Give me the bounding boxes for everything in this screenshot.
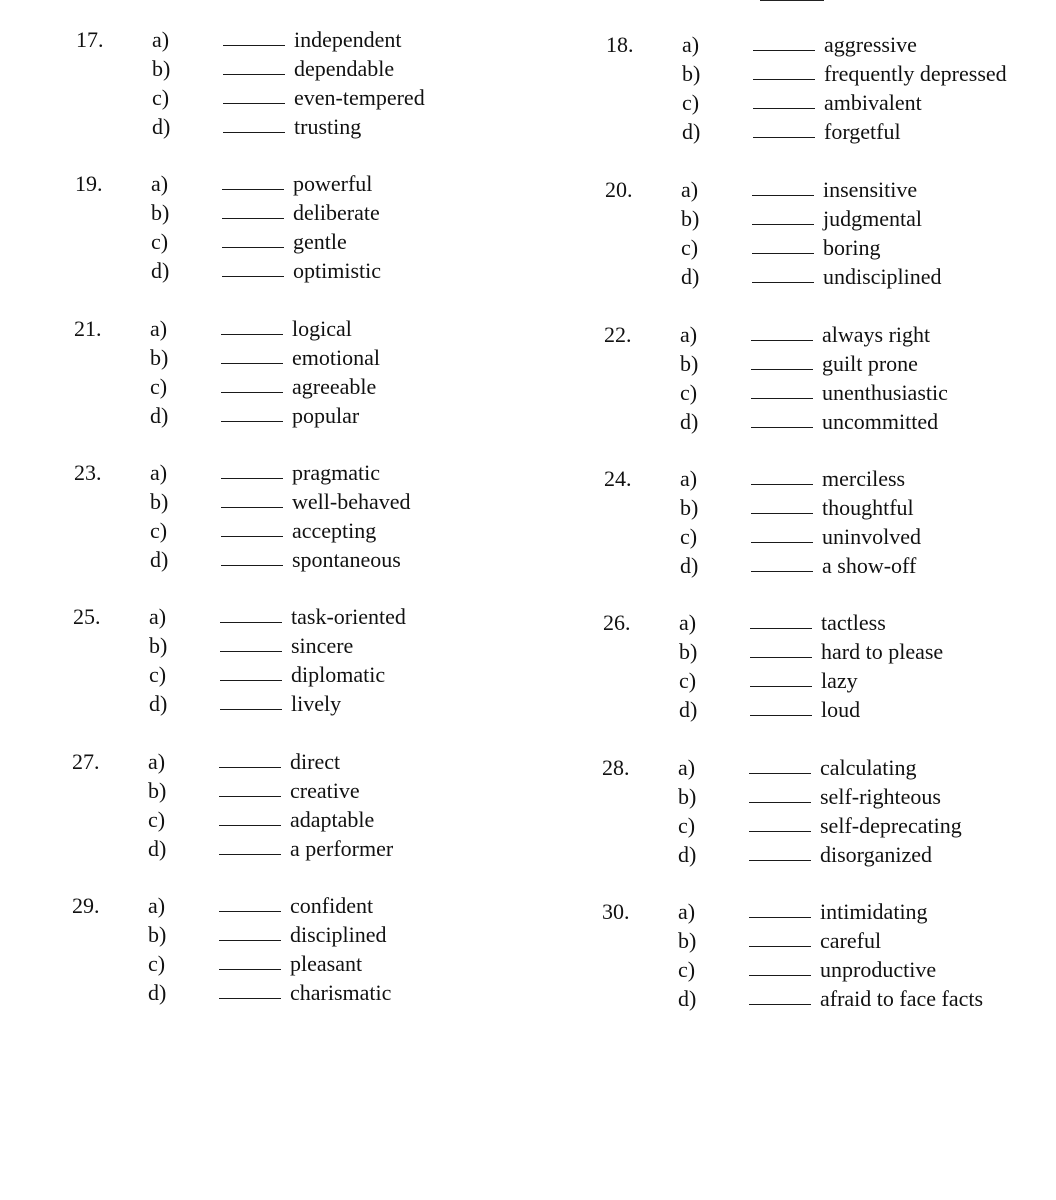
option-text: deliberate	[293, 200, 380, 225]
option-b	[151, 201, 541, 230]
question-number: 24.	[604, 466, 632, 491]
option-text: powerful	[293, 171, 373, 196]
option-letter: a)	[148, 893, 166, 918]
question-30	[602, 900, 1056, 1020]
question-number: 26.	[603, 610, 631, 635]
option-b	[150, 346, 540, 375]
option-text: always right	[822, 322, 931, 347]
option-c	[148, 808, 538, 837]
question-24	[604, 467, 1056, 587]
answer-blank[interactable]	[751, 513, 813, 514]
answer-blank[interactable]	[752, 282, 814, 283]
option-letter: c)	[680, 380, 698, 405]
option-d	[682, 120, 1056, 149]
option-letter: a)	[149, 604, 167, 629]
option-text: confident	[290, 893, 374, 918]
option-letter: b)	[679, 639, 698, 664]
option-letter: c)	[680, 524, 698, 549]
option-letter: d)	[678, 842, 697, 867]
option-a	[678, 900, 1056, 929]
option-letter: b)	[152, 56, 171, 81]
option-letter: c)	[151, 229, 169, 254]
answer-blank[interactable]	[219, 767, 281, 768]
option-text: afraid to face facts	[820, 986, 984, 1011]
option-c	[681, 236, 1056, 265]
option-letter: c)	[149, 662, 167, 687]
answer-blank[interactable]	[219, 969, 281, 970]
answer-blank[interactable]	[751, 542, 813, 543]
question-number: 20.	[605, 177, 633, 202]
answer-blank[interactable]	[750, 628, 812, 629]
option-text: even-tempered	[294, 85, 425, 110]
option-letter: b)	[150, 489, 169, 514]
answer-blank[interactable]	[222, 247, 284, 248]
option-text: calculating	[820, 755, 917, 780]
option-d	[679, 698, 1056, 727]
option-d	[680, 554, 1056, 583]
option-text: careful	[820, 928, 882, 953]
option-letter: a)	[679, 610, 697, 635]
option-text: insensitive	[823, 177, 918, 202]
option-text: merciless	[822, 466, 906, 491]
option-a	[678, 756, 1056, 785]
option-b	[679, 640, 1056, 669]
option-text: lively	[291, 691, 342, 716]
option-text: unproductive	[820, 957, 937, 982]
question-number: 27.	[72, 749, 100, 774]
option-a	[680, 467, 1056, 496]
question-number: 28.	[602, 755, 630, 780]
answer-blank[interactable]	[221, 334, 283, 335]
option-letter: c)	[148, 951, 166, 976]
answer-blank[interactable]	[752, 195, 814, 196]
option-letter: d)	[678, 986, 697, 1011]
option-c	[148, 952, 538, 981]
option-letter: a)	[678, 755, 696, 780]
option-text: optimistic	[293, 258, 381, 283]
option-letter: b)	[150, 345, 169, 370]
cut-off-answer-blank	[760, 0, 824, 1]
option-letter: a)	[681, 177, 699, 202]
answer-blank[interactable]	[753, 50, 815, 51]
option-letter: b)	[681, 206, 700, 231]
option-text: spontaneous	[292, 547, 401, 572]
option-a	[148, 894, 538, 923]
answer-blank[interactable]	[223, 103, 285, 104]
answer-blank[interactable]	[751, 484, 813, 485]
option-c	[680, 525, 1056, 554]
answer-blank[interactable]	[220, 680, 282, 681]
option-a	[679, 611, 1056, 640]
answer-blank[interactable]	[749, 860, 811, 861]
answer-blank[interactable]	[751, 571, 813, 572]
option-c	[149, 663, 539, 692]
option-c	[151, 230, 541, 259]
option-a	[151, 172, 541, 201]
option-text: emotional	[292, 345, 380, 370]
option-text: logical	[292, 316, 352, 341]
option-text: tactless	[821, 610, 886, 635]
option-b	[682, 62, 1056, 91]
answer-blank[interactable]	[751, 340, 813, 341]
option-d	[680, 410, 1056, 439]
answer-blank[interactable]	[752, 253, 814, 254]
option-text: forgetful	[824, 119, 901, 144]
option-text: aggressive	[824, 32, 917, 57]
option-letter: a)	[151, 171, 169, 196]
option-c	[678, 814, 1056, 843]
option-d	[148, 981, 538, 1010]
option-text: a show-off	[822, 553, 917, 578]
question-number: 29.	[72, 893, 100, 918]
option-text: undisciplined	[823, 264, 942, 289]
option-letter: d)	[151, 258, 170, 283]
option-letter: c)	[682, 90, 700, 115]
answer-blank[interactable]	[749, 917, 811, 918]
option-text: disorganized	[820, 842, 933, 867]
option-text: accepting	[292, 518, 377, 543]
option-letter: d)	[150, 403, 169, 428]
option-letter: c)	[150, 518, 168, 543]
answer-blank[interactable]	[221, 392, 283, 393]
question-29	[72, 894, 532, 1014]
answer-blank[interactable]	[750, 686, 812, 687]
answer-blank[interactable]	[750, 715, 812, 716]
option-a	[150, 461, 540, 490]
question-19	[75, 172, 535, 292]
option-text: diplomatic	[291, 662, 386, 687]
option-text: self-deprecating	[820, 813, 962, 838]
option-text: sincere	[291, 633, 354, 658]
option-a	[149, 605, 539, 634]
question-28	[602, 756, 1056, 876]
option-letter: a)	[150, 460, 168, 485]
option-b	[149, 634, 539, 663]
option-letter: b)	[148, 778, 167, 803]
option-b	[678, 929, 1056, 958]
option-c	[150, 519, 540, 548]
answer-blank[interactable]	[749, 1004, 811, 1005]
question-27	[72, 750, 532, 870]
option-text: task-oriented	[291, 604, 406, 629]
option-letter: b)	[678, 928, 697, 953]
answer-blank[interactable]	[222, 189, 284, 190]
question-25	[73, 605, 533, 725]
option-text: agreeable	[292, 374, 377, 399]
option-letter: a)	[150, 316, 168, 341]
option-b	[681, 207, 1056, 236]
option-d	[678, 843, 1056, 872]
option-letter: b)	[148, 922, 167, 947]
option-letter: d)	[152, 114, 171, 139]
answer-blank[interactable]	[223, 132, 285, 133]
option-letter: b)	[680, 495, 699, 520]
option-letter: c)	[678, 957, 696, 982]
option-c	[680, 381, 1056, 410]
option-text: lazy	[821, 668, 858, 693]
option-c	[679, 669, 1056, 698]
question-26	[603, 611, 1056, 731]
option-a	[150, 317, 540, 346]
option-text: intimidating	[820, 899, 928, 924]
option-letter: d)	[680, 553, 699, 578]
answer-blank[interactable]	[221, 363, 283, 364]
option-d	[150, 548, 540, 577]
option-d	[152, 115, 542, 144]
question-number: 18.	[606, 32, 634, 57]
option-c	[682, 91, 1056, 120]
question-number: 30.	[602, 899, 630, 924]
option-text: independent	[294, 27, 402, 52]
answer-blank[interactable]	[219, 998, 281, 999]
answer-blank[interactable]	[749, 831, 811, 832]
answer-blank[interactable]	[751, 398, 813, 399]
question-number: 23.	[74, 460, 102, 485]
answer-blank[interactable]	[751, 369, 813, 370]
option-b	[150, 490, 540, 519]
answer-blank[interactable]	[753, 137, 815, 138]
answer-blank[interactable]	[749, 975, 811, 976]
option-text: well-behaved	[292, 489, 411, 514]
option-d	[149, 692, 539, 721]
option-letter: d)	[148, 980, 167, 1005]
option-letter: c)	[148, 807, 166, 832]
answer-blank[interactable]	[221, 421, 283, 422]
option-text: boring	[823, 235, 881, 260]
option-letter: c)	[681, 235, 699, 260]
option-text: uninvolved	[822, 524, 921, 549]
option-a	[148, 750, 538, 779]
answer-blank[interactable]	[222, 276, 284, 277]
question-18	[606, 33, 1056, 153]
question-22	[604, 323, 1056, 443]
question-number: 25.	[73, 604, 101, 629]
option-letter: d)	[149, 691, 168, 716]
option-b	[152, 57, 542, 86]
option-c	[150, 375, 540, 404]
option-a	[152, 28, 542, 57]
option-d	[148, 837, 538, 866]
answer-blank[interactable]	[221, 478, 283, 479]
option-c	[152, 86, 542, 115]
option-text: popular	[292, 403, 360, 428]
answer-blank[interactable]	[750, 657, 812, 658]
option-letter: c)	[152, 85, 170, 110]
option-text: disciplined	[290, 922, 387, 947]
answer-blank[interactable]	[219, 825, 281, 826]
option-text: self-righteous	[820, 784, 941, 809]
option-letter: a)	[680, 322, 698, 347]
question-23	[74, 461, 534, 581]
option-text: judgmental	[823, 206, 922, 231]
question-17	[76, 28, 536, 148]
answer-blank[interactable]	[219, 940, 281, 941]
answer-blank[interactable]	[752, 224, 814, 225]
option-letter: a)	[148, 749, 166, 774]
answer-blank[interactable]	[753, 79, 815, 80]
option-d	[678, 987, 1056, 1016]
option-letter: b)	[151, 200, 170, 225]
answer-blank[interactable]	[223, 45, 285, 46]
option-letter: c)	[679, 668, 697, 693]
option-b	[148, 779, 538, 808]
option-d	[150, 404, 540, 433]
option-d	[151, 259, 541, 288]
answer-blank[interactable]	[749, 773, 811, 774]
answer-blank[interactable]	[220, 709, 282, 710]
option-letter: c)	[678, 813, 696, 838]
question-number: 19.	[75, 171, 103, 196]
option-letter: a)	[682, 32, 700, 57]
option-a	[681, 178, 1056, 207]
answer-blank[interactable]	[220, 622, 282, 623]
question-number: 17.	[76, 27, 104, 52]
option-text: frequently depressed	[824, 61, 1007, 86]
option-letter: c)	[150, 374, 168, 399]
option-b	[148, 923, 538, 952]
option-text: guilt prone	[822, 351, 918, 376]
option-letter: b)	[680, 351, 699, 376]
option-text: hard to please	[821, 639, 944, 664]
option-letter: a)	[680, 466, 698, 491]
option-letter: d)	[681, 264, 700, 289]
option-b	[678, 785, 1056, 814]
question-21	[74, 317, 534, 437]
answer-blank[interactable]	[222, 218, 284, 219]
option-d	[681, 265, 1056, 294]
option-text: ambivalent	[824, 90, 922, 115]
answer-blank[interactable]	[219, 796, 281, 797]
answer-blank[interactable]	[219, 911, 281, 912]
option-letter: d)	[148, 836, 167, 861]
question-20	[605, 178, 1056, 298]
option-text: gentle	[293, 229, 347, 254]
answer-blank[interactable]	[221, 507, 283, 508]
option-text: unenthusiastic	[822, 380, 948, 405]
option-text: uncommitted	[822, 409, 939, 434]
answer-blank[interactable]	[221, 565, 283, 566]
answer-blank[interactable]	[220, 651, 282, 652]
option-letter: d)	[679, 697, 698, 722]
option-c	[678, 958, 1056, 987]
answer-blank[interactable]	[749, 946, 811, 947]
option-text: adaptable	[290, 807, 375, 832]
option-text: creative	[290, 778, 360, 803]
option-text: a performer	[290, 836, 394, 861]
answer-blank[interactable]	[219, 854, 281, 855]
option-a	[682, 33, 1056, 62]
option-text: direct	[290, 749, 341, 774]
option-text: pragmatic	[292, 460, 380, 485]
option-text: pleasant	[290, 951, 363, 976]
answer-blank[interactable]	[223, 74, 285, 75]
answer-blank[interactable]	[749, 802, 811, 803]
option-text: thoughtful	[822, 495, 914, 520]
question-number: 22.	[604, 322, 632, 347]
option-text: charismatic	[290, 980, 392, 1005]
option-letter: a)	[152, 27, 170, 52]
answer-blank[interactable]	[753, 108, 815, 109]
option-b	[680, 496, 1056, 525]
option-a	[680, 323, 1056, 352]
option-text: dependable	[294, 56, 395, 81]
option-letter: d)	[682, 119, 701, 144]
option-letter: b)	[678, 784, 697, 809]
option-b	[680, 352, 1056, 381]
option-letter: d)	[150, 547, 169, 572]
option-letter: d)	[680, 409, 699, 434]
option-text: trusting	[294, 114, 362, 139]
option-letter: b)	[149, 633, 168, 658]
answer-blank[interactable]	[751, 427, 813, 428]
option-text: loud	[821, 697, 861, 722]
option-letter: a)	[678, 899, 696, 924]
answer-blank[interactable]	[221, 536, 283, 537]
option-letter: b)	[682, 61, 701, 86]
question-number: 21.	[74, 316, 102, 341]
